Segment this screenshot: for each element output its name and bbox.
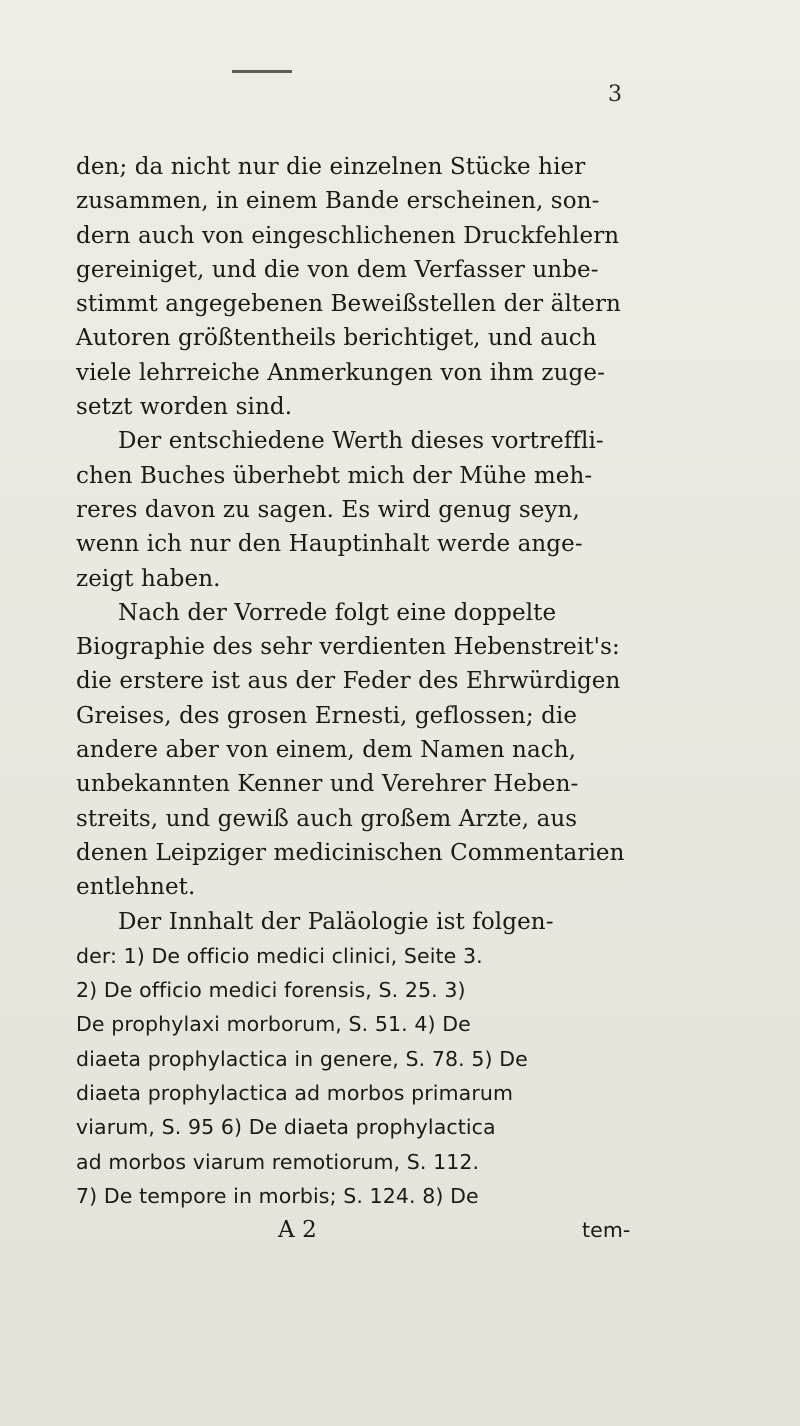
text-line: zeigt haben.: [76, 565, 221, 592]
text-line: den; da nicht nur die einzelnen Stücke hier: [76, 154, 586, 180]
text-line: streits, und gewiß auch großem Arzte, aus: [76, 805, 578, 832]
catchword: tem-: [582, 1218, 631, 1243]
text-line: Biographie des sehr verdienten Hebenstreit's:: [76, 634, 620, 661]
text-line: die erstere ist aus der Feder des Ehrwürdigen: [76, 668, 621, 695]
footer-line: [76, 1213, 756, 1247]
text-line: Autoren größtentheils berichtiget, und auch: [76, 325, 597, 352]
text-line: diaeta prophylactica in genere, S. 78. 5) De: [76, 1046, 528, 1071]
text-line: zusammen, in einem Bande erscheinen, son-: [76, 188, 600, 215]
page-number: 3: [608, 82, 622, 107]
text-line: reres davon zu sagen. Es wird genug seyn,: [76, 496, 580, 523]
text-line: unbekannten Kenner und Verehrer Heben-: [76, 771, 579, 798]
text-line: entlehnet.: [76, 874, 196, 901]
body-text: [76, 150, 756, 1248]
text-line: viele lehrreiche Anmerkungen von ihm zuge-: [76, 359, 605, 386]
text-line: Der entschiedene Werth dieses vortreffli-: [118, 428, 604, 455]
text-line: setzt worden sind.: [76, 394, 293, 421]
text-line: der: 1) De officio medici clinici, Seite 3.: [76, 943, 483, 968]
text-line: chen Buches überhebt mich der Mühe meh-: [76, 462, 593, 489]
text-line: ad morbos viarum remotiorum, S. 112.: [76, 1149, 480, 1174]
text-line: diaeta prophylactica ad morbos primarum: [76, 1081, 514, 1106]
text-line: 2) De officio medici forensis, S. 25. 3): [76, 978, 466, 1003]
text-line: gereiniget, und die von dem Verfasser unbe-: [76, 256, 599, 283]
text-line: andere aber von einem, dem Namen nach,: [76, 737, 577, 764]
text-line: Nach der Vorrede folgt eine doppelte: [118, 599, 557, 626]
ink-smudge: [232, 70, 292, 73]
signature-mark: A 2: [278, 1217, 317, 1244]
text-line: viarum, S. 95 6) De diaeta prophylactica: [76, 1115, 496, 1140]
text-line: 7) De tempore in morbis; S. 124. 8) De: [76, 1183, 479, 1208]
text-line: De prophylaxi morborum, S. 51. 4) De: [76, 1012, 471, 1037]
text-line: stimmt angegebenen Beweißstellen der ältern: [76, 291, 621, 318]
text-line: Der Innhalt der Paläologie ist folgen-: [118, 908, 554, 935]
text-line: wenn ich nur den Hauptinhalt werde ange-: [76, 531, 583, 558]
text-line: dern auch von eingeschlichenen Druckfehlern: [76, 222, 620, 249]
text-line: denen Leipziger medicinischen Commentarien: [76, 839, 625, 866]
text-line: Greises, des grosen Ernesti, geflossen; die: [76, 702, 578, 729]
